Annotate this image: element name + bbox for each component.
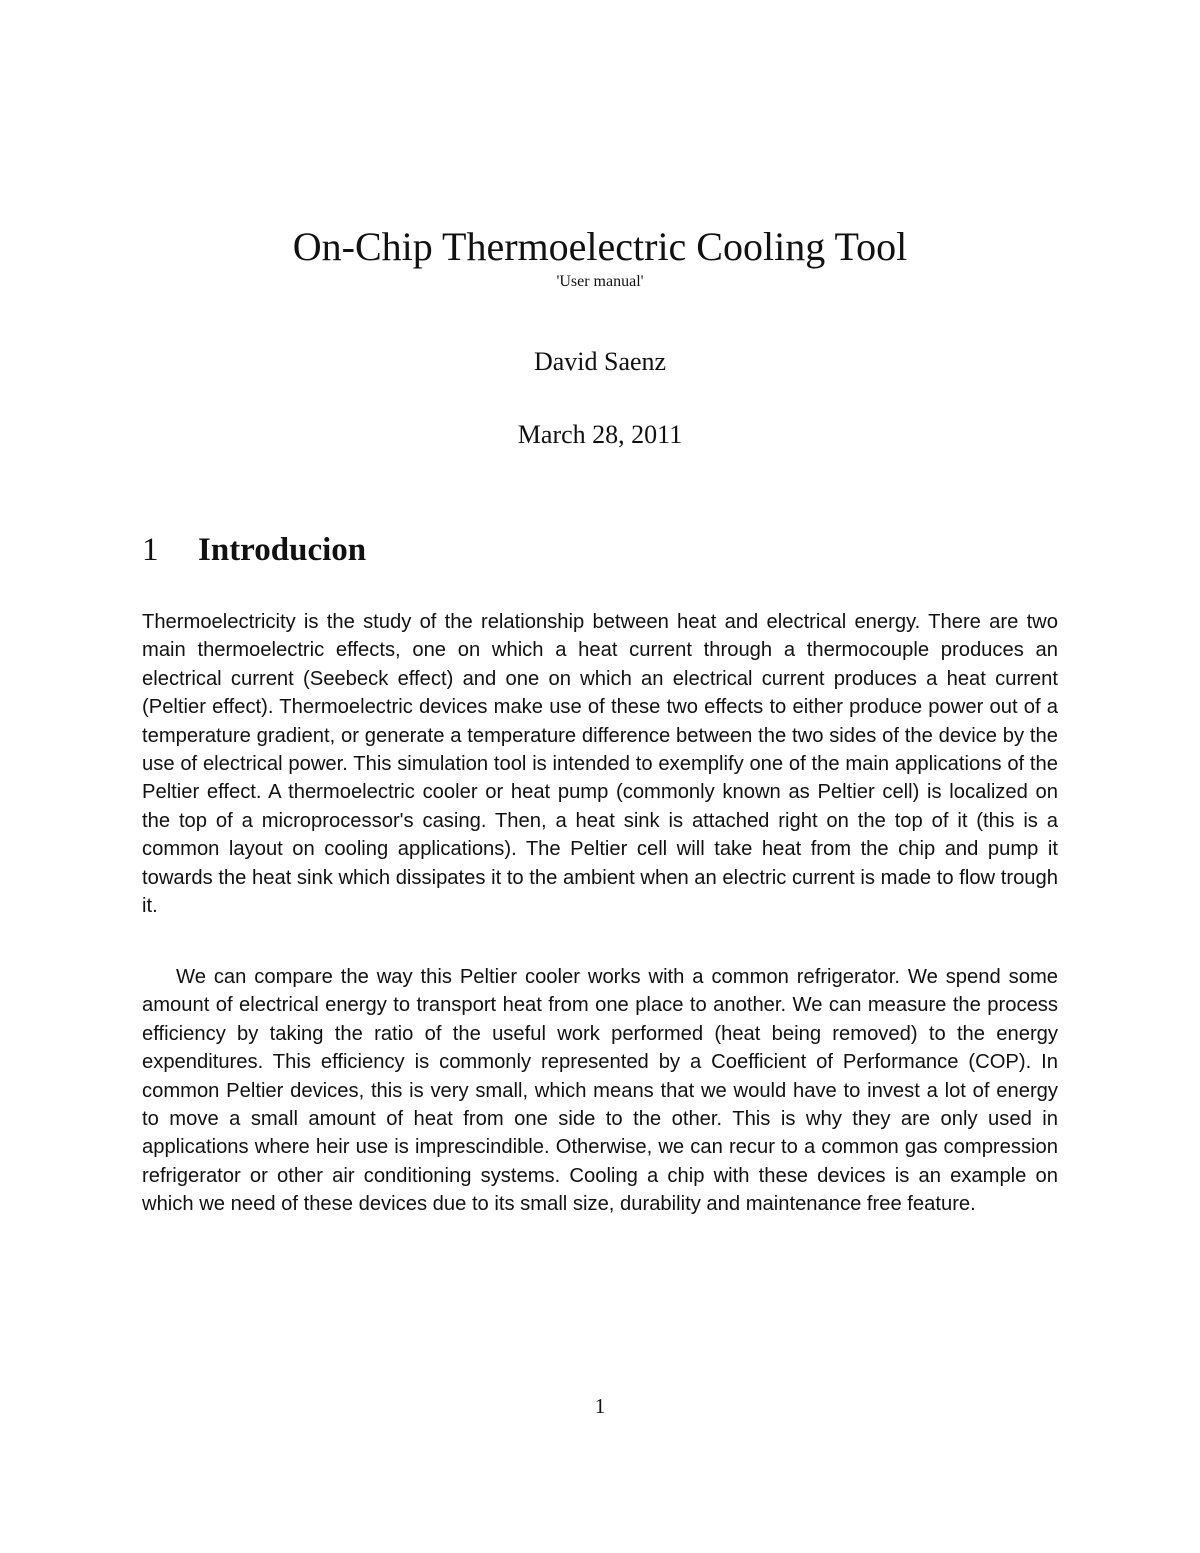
paragraph-1: Thermoelectricity is the study of the relationship between heat and electrical energy. There are two main thermoelectric effects, one on which a heat current through a thermocouple produces an electrical current (Seebeck effect) and one on which an electrical current produces a heat current (Peltier effect). Thermoelectric devices make use of these two effects to either produce power out of a temperature gradient, or generate a temperature difference between the two sides of the device by the use of electrical power. This simulation tool is intended to exemplify one of the main applications of the Peltier effect. A thermoelectric cooler or heat pump (commonly known as Peltier cell) is localized on the top of a microprocessor's casing. Then, a heat sink is attached right on the top of it (this is a common layout on cooling applications). The Peltier cell will take heat from the chip and pump it towards the heat sink which dissipates it to the ambient when an electric current is made to flow trough it. [142, 611, 1058, 918]
page-number: 1 [594, 1394, 606, 1418]
section-number: 1 [142, 532, 159, 568]
document-subtitle: 'User manual' [556, 273, 644, 290]
document-title: On-Chip Thermoelectric Cooling Tool [292, 224, 908, 269]
document-date: March 28, 2011 [517, 420, 683, 449]
section-title: Introducion [198, 532, 367, 568]
paragraph-2: We can compare the way this Peltier cooler works with a common refrigerator. We spend some amount of electrical energy to transport heat from one place to another. We can measure the process efficiency by taking the ratio of the useful work performed (heat being removed) to the energy expenditures. This efficiency is commonly represented by a Coefficient of Performance (COP). In common Peltier devices, this is very small, which means that we would have to invest a lot of energy to move a small amount of heat from one side to the other. This is why they are only used in applications where heir use is imprescindible. Otherwise, we can recur to a common gas compression refrigerator or other air conditioning systems. Cooling a chip with these devices is an example on which we need of these devices due to its small size, durability and maintenance free feature. [142, 966, 1058, 1216]
document-author: David Saenz [533, 347, 667, 376]
section-heading [142, 530, 366, 570]
